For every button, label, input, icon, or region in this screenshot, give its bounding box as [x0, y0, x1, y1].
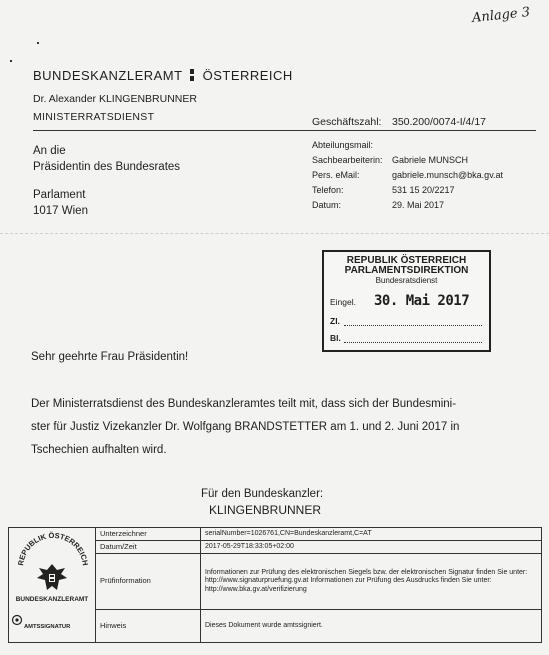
seal-org: BUNDESKANZLERAMT: [15, 596, 89, 603]
contact-label: Pers. eMail:: [312, 170, 360, 180]
letterhead-separator: [190, 69, 194, 81]
signature-row-value: Dieses Dokument wurde amtssigniert.: [201, 610, 542, 643]
reference-label: Geschäftszahl:: [312, 116, 382, 128]
signature-row-value: 2017-05-29T18:33:05+02:00: [201, 541, 542, 554]
sender-department: MINISTERRATSDIENST: [33, 111, 155, 123]
fold-line: [0, 233, 549, 234]
seal-eagle-icon: [9, 530, 95, 640]
signature-row-label: Prüfinformation: [96, 554, 201, 610]
signature-row-label: Datum/Zeit: [96, 541, 201, 554]
body-line-1: Der Ministerratsdienst des Bundeskanzleramtes teilt mit, dass sich der Bundesmini-: [31, 398, 457, 410]
signature-row-value: serialNumber=1026761,CN=Bundeskanzleramt,C=AT: [201, 528, 542, 541]
recipient-line-2: Präsidentin des Bundesrates: [33, 161, 181, 173]
recipient-line-3: Parlament: [33, 189, 86, 201]
contact-value: 531 15 20/2217: [392, 185, 455, 195]
signature-row-label: Unterzeichner: [96, 528, 201, 541]
stamp-received-date: 30. Mai 2017: [374, 293, 470, 309]
contact-value: Gabriele MUNSCH: [392, 155, 469, 165]
stamp-received-label: Eingel.: [330, 297, 356, 307]
sender-name: Dr. Alexander KLINGENBRUNNER: [33, 93, 197, 105]
contact-label: Telefon:: [312, 185, 344, 195]
stamp-line-2: PARLAMENTSDIREKTION: [344, 265, 469, 276]
signature-row-value: Informationen zur Prüfung des elektronischen Siegels bzw. der elektronischen Signatur finden Sie unter: http://www.signaturpruefung.gv.at Informationen zur Prüfung des Ausdrucks finden Sie unter: http://www.bka.gv.at/verifizierung: [201, 554, 542, 610]
stamp-zl-label: Zl.: [330, 316, 340, 326]
stamp-bl-line: [344, 342, 482, 343]
stamp-line-1: REPUBLIK ÖSTERREICH: [346, 255, 467, 266]
signature-row: [9, 528, 542, 541]
seal-arc-text: REPUBLIK ÖSTERREICH: [16, 530, 90, 567]
closing-line-1: Für den Bundeskanzler:: [201, 488, 324, 500]
body-line-3: Tschechien aufhalten wird.: [31, 444, 167, 456]
contact-value: 29. Mai 2017: [392, 200, 445, 210]
stamp-bl-label: Bl.: [330, 333, 341, 343]
svg-text:REPUBLIK ÖSTERREICH: [16, 531, 90, 566]
signature-block: [8, 527, 542, 643]
country-name: ÖSTERREICH: [202, 68, 293, 83]
contact-value: gabriele.munsch@bka.gv.at: [392, 170, 504, 180]
receipt-stamp: [322, 250, 491, 352]
contact-label: Abteilungsmail:: [312, 140, 374, 150]
recipient-line-4: 1017 Wien: [33, 205, 88, 217]
contact-label: Sachbearbeiterin:: [312, 155, 383, 165]
recipient-line-1: An die: [33, 145, 66, 157]
stray-mark: [10, 60, 12, 62]
body-line-2: ster für Justiz Vizekanzler Dr. Wolfgang BRANDSTETTER am 1. und 2. Juni 2017 in: [31, 421, 460, 433]
stamp-line-3: Bundesratsdienst: [375, 276, 438, 285]
signature-row-label: Hinweis: [96, 610, 201, 643]
signatory-name: KLINGENBRUNNER: [209, 503, 322, 517]
official-seal: [9, 530, 95, 640]
stamp-zl-line: [344, 325, 482, 326]
salutation: Sehr geehrte Frau Präsidentin!: [31, 351, 189, 363]
header-rule: [33, 130, 536, 131]
reference-number: 350.200/0074-I/4/17: [392, 116, 486, 128]
org-name: BUNDESKANZLERAMT: [33, 68, 183, 83]
contact-label: Datum:: [312, 200, 342, 210]
seal-mark: AMTSSIGNATUR: [24, 624, 71, 630]
seal-cell: [9, 528, 96, 643]
handwritten-annotation: Anlage 3: [471, 5, 531, 26]
letterhead: [33, 68, 293, 83]
stray-mark: [37, 42, 39, 44]
